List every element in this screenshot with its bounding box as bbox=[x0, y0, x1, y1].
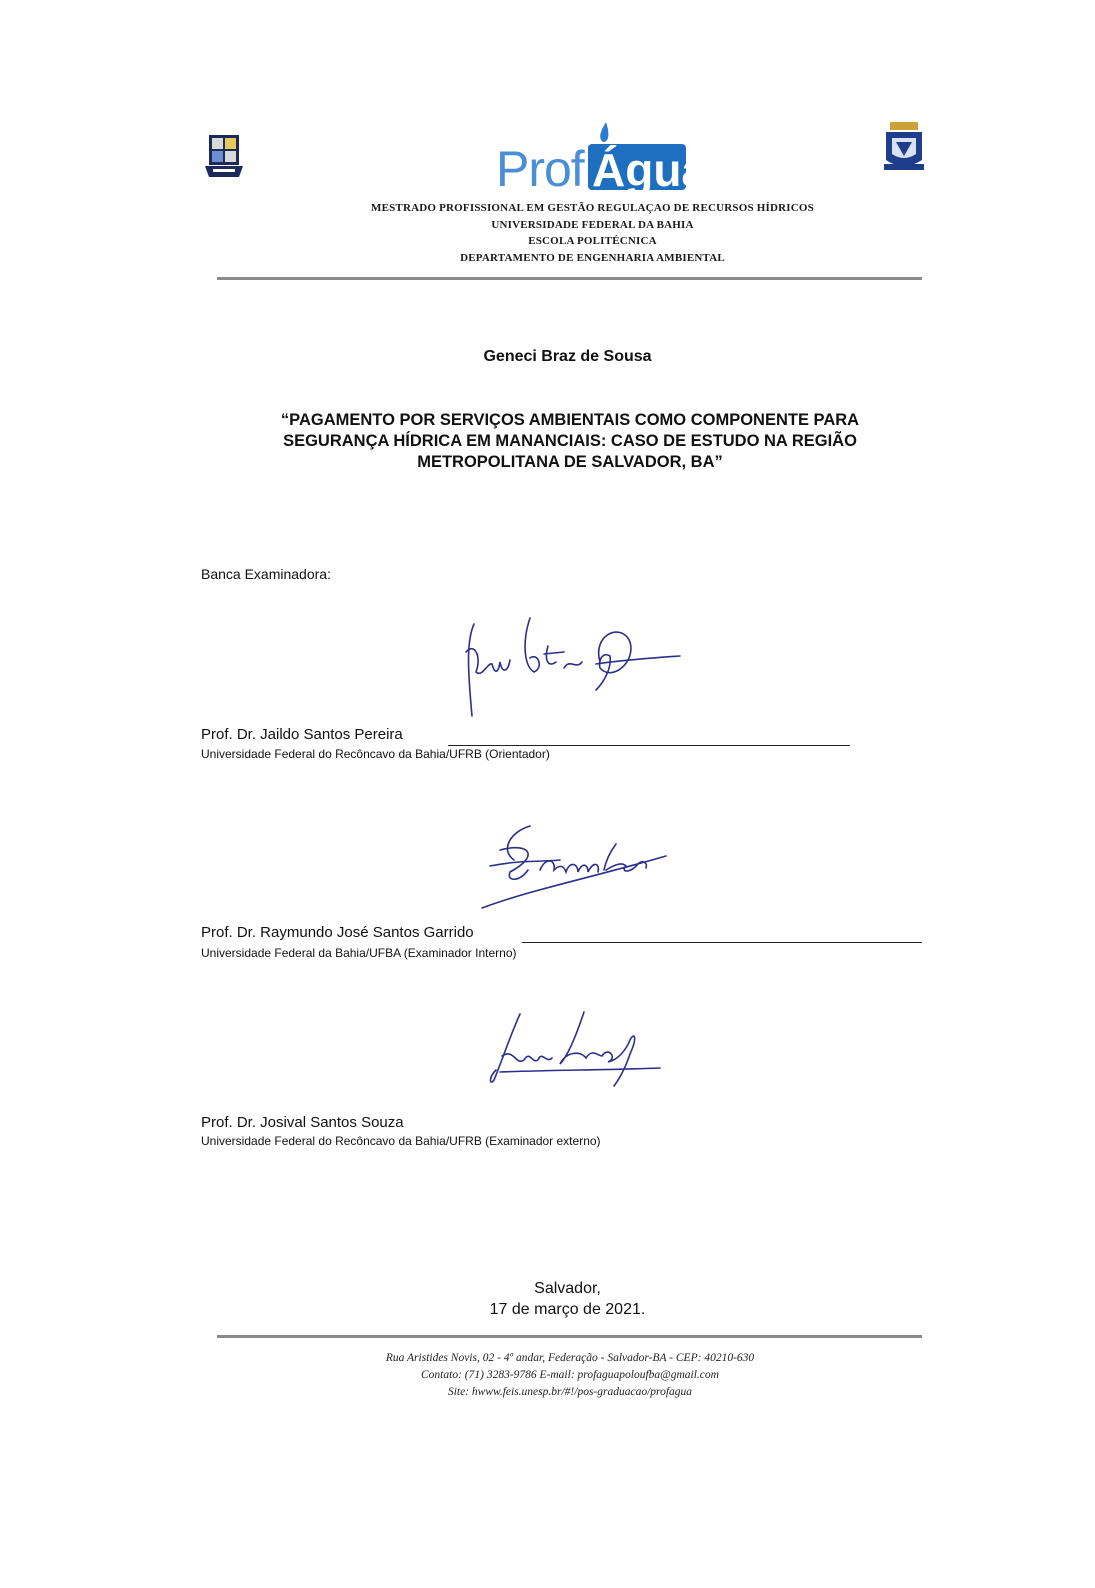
svg-text:Água: Água bbox=[592, 144, 696, 196]
place: Salvador, bbox=[534, 1280, 601, 1297]
institution-line: ESCOLA POLITÉCNICA bbox=[528, 235, 657, 247]
signature-raymundo bbox=[470, 820, 670, 912]
date: 17 de março de 2021. bbox=[489, 1301, 646, 1318]
title-line: “PAGAMENTO POR SERVIÇOS AMBIENTAIS COMO COMPONENTE PARA bbox=[280, 411, 860, 429]
examiner-name: Prof. Dr. Jaildo Santos Pereira bbox=[201, 726, 403, 743]
examiner-affiliation: Universidade Federal do Recôncavo da Bahia/UFRB (Orientador) bbox=[201, 747, 550, 761]
site-line: Site: hwww.feis.unesp.br/#!/pos-graduacao/profagua bbox=[447, 1386, 693, 1398]
signature-jaildo bbox=[452, 612, 692, 722]
contact-line: Contato: (71) 3283-9786 E-mail: profaguapoloufba@gmail.com bbox=[421, 1369, 719, 1381]
svg-text:Prof: Prof bbox=[496, 141, 584, 196]
institution-line: UNIVERSIDADE FEDERAL DA BAHIA bbox=[491, 219, 694, 231]
signature-line bbox=[522, 942, 922, 943]
examiner-name: Prof. Dr. Josival Santos Souza bbox=[201, 1114, 404, 1131]
examiner-affiliation: Universidade Federal da Bahia/UFBA (Examinador Interno) bbox=[201, 946, 517, 960]
footer-divider bbox=[217, 1335, 922, 1338]
institution-line: MESTRADO PROFISSIONAL EM GESTÃO REGULAÇAO DE RECURSOS HÍDRICOS bbox=[370, 202, 814, 214]
title-line: METROPOLITANA DE SALVADOR, BA” bbox=[417, 453, 723, 471]
signature-line bbox=[448, 745, 850, 746]
ufba-seal-icon bbox=[882, 122, 926, 176]
institution-line: DEPARTAMENTO DE ENGENHARIA AMBIENTAL bbox=[460, 252, 725, 264]
signature-josival bbox=[480, 1006, 670, 1096]
examiner-affiliation: Universidade Federal do Recôncavo da Bahia/UFRB (Examinador externo) bbox=[201, 1134, 601, 1148]
examiner-name: Prof. Dr. Raymundo José Santos Garrido bbox=[201, 924, 474, 941]
ufba-escola-politecnica-crest-icon bbox=[203, 133, 245, 179]
board-label: Banca Examinadora: bbox=[201, 566, 331, 582]
profagua-logo bbox=[496, 120, 696, 196]
author-name: Geneci Braz de Sousa bbox=[483, 348, 652, 365]
thesis-title bbox=[230, 410, 910, 473]
header-divider bbox=[217, 277, 922, 280]
title-line: SEGURANÇA HÍDRICA EM MANANCIAIS: CASO DE ESTUDO NA REGIÃO bbox=[283, 432, 857, 450]
address-line: Rua Aristides Novis, 02 - 4º andar, Federação - Salvador-BA - CEP: 40210-630 bbox=[385, 1352, 755, 1364]
